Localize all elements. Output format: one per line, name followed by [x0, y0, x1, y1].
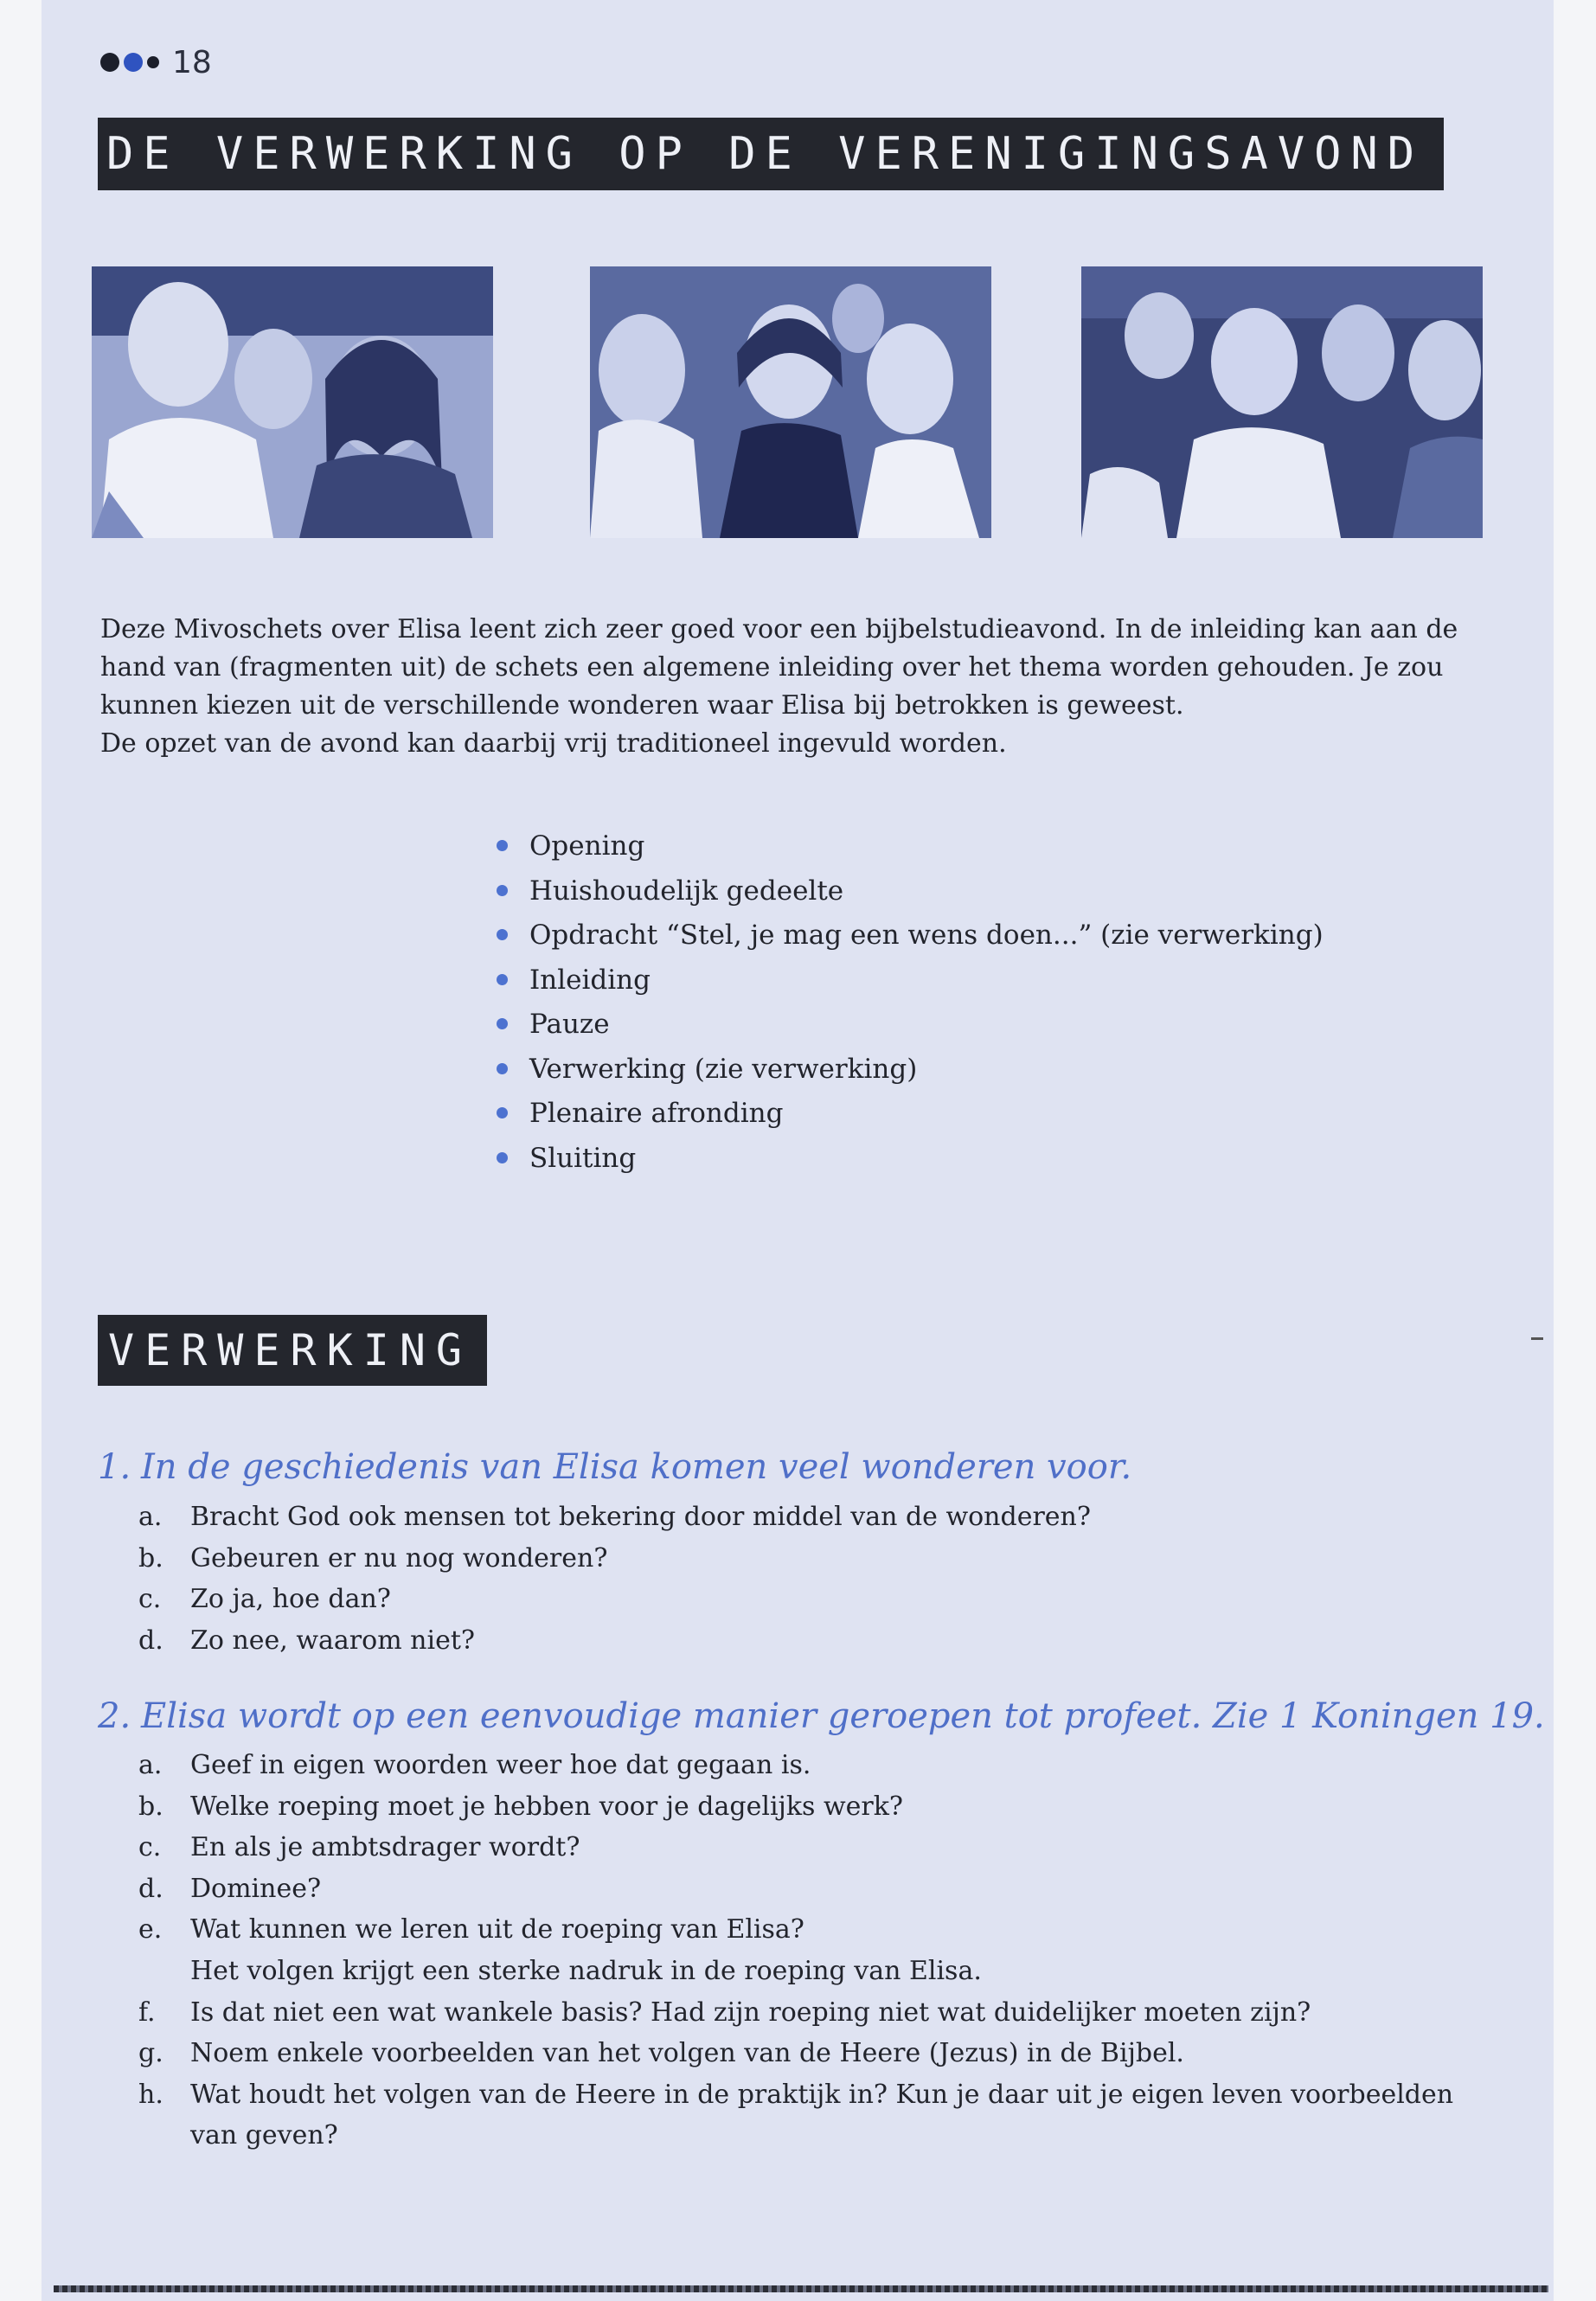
bullet-icon — [497, 1063, 508, 1074]
item-letter: a. — [138, 1502, 163, 1532]
bullet-icon — [497, 1018, 508, 1029]
list-item — [138, 1497, 1471, 1538]
item-text-block — [190, 1909, 1471, 1991]
group-photo-right — [1081, 266, 1483, 538]
page-bottom-edge — [54, 2285, 1548, 2292]
item-text: Geef in eigen woorden weer hoe dat gegaan is. — [190, 1750, 811, 1780]
list-item — [138, 1745, 1471, 1786]
list-item-label: Huishoudelijk gedeelte — [529, 875, 844, 907]
list-item-label: Verwerking (zie verwerking) — [529, 1053, 918, 1085]
item-text: Wat houdt het volgen van de Heere in de praktijk in? Kun je daar uit je eigen leven voorbeelden van geven? — [190, 2079, 1454, 2151]
page-title: DE VERWERKING OP DE VERENIGINGSAVOND — [98, 118, 1444, 190]
group-photo-center — [590, 266, 991, 538]
list-item — [138, 1786, 1471, 1828]
page-dot-icon — [124, 53, 143, 72]
list-item — [495, 1048, 1324, 1093]
item-letter: b. — [138, 1791, 163, 1822]
list-item-label: Inleiding — [529, 964, 651, 996]
item-letter: f. — [138, 1997, 156, 2028]
item-continuation: Het volgen krijgt een sterke nadruk in de roeping van Elisa. — [190, 1955, 982, 1986]
list-item — [138, 1827, 1471, 1868]
list-item — [138, 1868, 1471, 1910]
item-text: En als je ambtsdrager wordt? — [190, 1832, 580, 1863]
bullet-icon — [497, 840, 508, 851]
item-letter: c. — [138, 1832, 162, 1863]
question-number: 1. — [98, 1447, 131, 1487]
intro-paragraph: Deze Mivoschets over Elisa leent zich zeer goed voor een bijbelstudieavond. In de inleiding kan aan de hand van (fragmenten uit) de schets een algemene inleiding over het thema worden gehouden. Je zou kunnen kiezen uit de verschillende wonderen waar Elisa bij betrokken is geweest. — [100, 614, 1458, 721]
question-heading — [98, 1696, 1545, 1736]
question-sublist — [138, 1745, 1471, 2157]
group-photo-left-image — [92, 266, 493, 538]
bullet-icon — [497, 1107, 508, 1118]
list-item — [495, 870, 1324, 915]
item-text: Zo ja, hoe dan? — [190, 1584, 391, 1615]
list-item — [138, 2074, 1471, 2157]
question-text: Elisa wordt op een eenvoudige manier geroepen tot profeet. Zie 1 Koningen 19. — [141, 1696, 1545, 1736]
list-item — [495, 825, 1324, 870]
edge-mark — [1531, 1337, 1543, 1340]
item-letter: d. — [138, 1873, 163, 1904]
page-dot-icon — [100, 53, 119, 72]
item-text: Welke roeping moet je hebben voor je dagelijks werk? — [190, 1791, 903, 1822]
intro-paragraph: De opzet van de avond kan daarbij vrij traditioneel ingevuld worden. — [100, 728, 1007, 759]
item-letter: e. — [138, 1914, 163, 1945]
group-photo-left — [92, 266, 493, 538]
list-item — [495, 1003, 1324, 1048]
list-item-label: Sluiting — [529, 1142, 637, 1174]
list-item — [138, 1579, 1471, 1620]
section-title: VERWERKING — [98, 1315, 487, 1386]
item-letter: h. — [138, 2079, 163, 2110]
intro-text — [100, 611, 1476, 763]
page-dot-icon — [147, 56, 159, 68]
item-text: Noem enkele voorbeelden van het volgen van de Heere (Jezus) in de Bijbel. — [190, 2038, 1184, 2069]
item-text: Bracht God ook mensen tot bekering door middel van de wonderen? — [190, 1502, 1091, 1532]
list-item-label: Plenaire afronding — [529, 1098, 784, 1129]
list-item — [495, 1138, 1324, 1183]
item-text: Zo nee, waarom niet? — [190, 1625, 475, 1656]
group-photo-right-image — [1081, 266, 1483, 538]
item-text: Dominee? — [190, 1873, 322, 1904]
bullet-icon — [497, 974, 508, 985]
item-text: Is dat niet een wat wankele basis? Had zijn roeping niet wat duidelijker moeten zijn? — [190, 1997, 1311, 2028]
item-text: Wat kunnen we leren uit de roeping van Elisa? — [190, 1914, 804, 1945]
item-letter: g. — [138, 2038, 163, 2069]
list-item — [495, 914, 1324, 959]
list-item — [495, 1093, 1324, 1138]
item-letter: b. — [138, 1542, 163, 1574]
question-heading — [98, 1447, 1131, 1487]
list-item — [138, 2033, 1471, 2074]
list-item — [138, 1538, 1471, 1580]
evening-schedule-list — [495, 825, 1324, 1182]
question-number: 2. — [98, 1696, 131, 1736]
list-item-label: Pauze — [529, 1009, 610, 1040]
list-item — [495, 959, 1324, 1004]
page-number-text: 18 — [172, 44, 212, 80]
question-text: In de geschiedenis van Elisa komen veel wonderen voor. — [141, 1447, 1132, 1487]
list-item-label: Opening — [529, 830, 645, 862]
item-letter: c. — [138, 1584, 162, 1615]
list-item — [138, 1909, 1471, 1991]
list-item — [138, 1992, 1471, 2034]
question-sublist — [138, 1497, 1471, 1661]
group-photo-center-image — [590, 266, 991, 538]
bullet-icon — [497, 1152, 508, 1163]
item-text: Gebeuren er nu nog wonderen? — [190, 1542, 608, 1574]
page-number — [100, 45, 212, 80]
bullet-icon — [497, 929, 508, 940]
list-item-label: Opdracht “Stel, je mag een wens doen...” (zie verwerking) — [529, 920, 1324, 951]
list-item — [138, 1620, 1471, 1662]
item-letter: d. — [138, 1625, 163, 1656]
item-letter: a. — [138, 1750, 163, 1780]
bullet-icon — [497, 885, 508, 896]
